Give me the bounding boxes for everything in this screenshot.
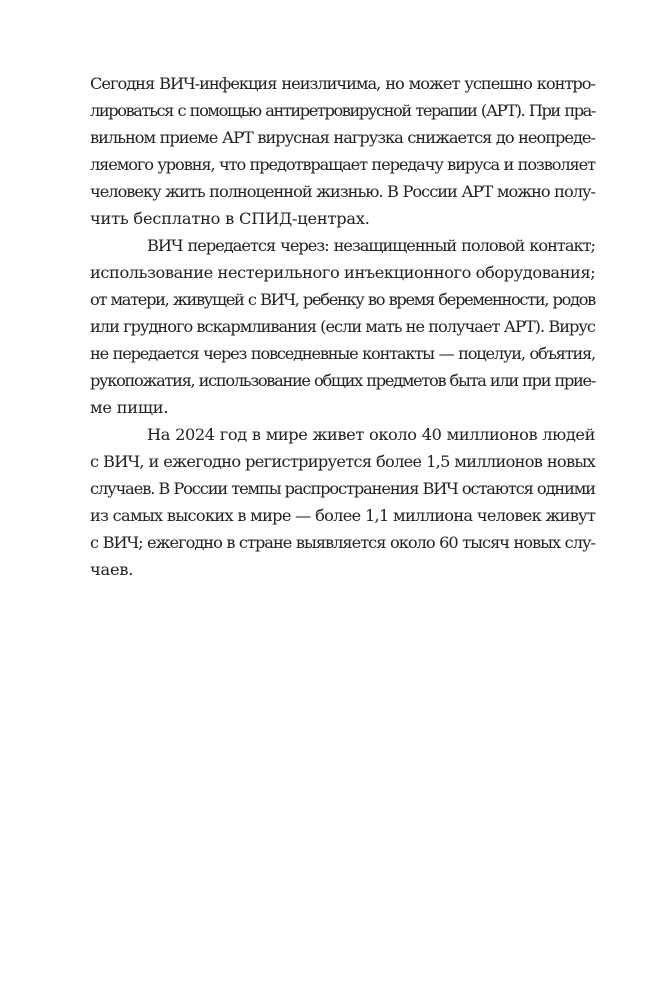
text-line: случаев. В России темпы распространения ВИЧ остаются одними — [90, 479, 595, 498]
paragraph — [90, 232, 595, 421]
text-line: с ВИЧ, и ежегодно регистрируется более 1,5 миллионов новых — [90, 452, 595, 471]
text-line: не передается через повседневные контакты — поцелуи, объятия, — [90, 344, 595, 363]
text-line: вильном приеме АРТ вирусная нагрузка снижается до неопреде- — [90, 128, 595, 147]
text-line: Сегодня ВИЧ-инфекция неизличима, но может успешно контро- — [90, 74, 595, 93]
text-line: от матери, живущей с ВИЧ, ребенку во время беременности, родов — [90, 290, 595, 309]
text-line: рукопожатия, использование общих предметов быта или при прие- — [90, 371, 595, 390]
text-line: или грудного вскармливания (если мать не получает АРТ). Вирус — [90, 317, 595, 336]
text-line: с ВИЧ; ежегодно в стране выявляется около 60 тысяч новых слу- — [90, 533, 595, 552]
text-line: ляемого уровня, что предотвращает передачу вируса и позволяет — [90, 155, 595, 174]
text-line: чаев. — [90, 560, 134, 579]
document-body — [90, 70, 595, 583]
text-line: На 2024 год в мире живет около 40 миллионов людей — [147, 425, 595, 444]
text-line: чить бесплатно в СПИД-центрах. — [90, 209, 370, 228]
paragraph — [90, 70, 595, 232]
text-line: использование нестерильного инъекционного оборудования; — [90, 263, 596, 282]
paragraph — [90, 421, 595, 583]
text-line: ВИЧ передается через: незащищенный половой контакт; — [147, 236, 595, 255]
text-line: человеку жить полноценной жизнью. В России АРТ можно полу- — [90, 182, 595, 201]
text-line: из самых высоких в мире — более 1,1 миллиона человек живут — [90, 506, 596, 525]
text-line: лироваться с помощью антиретровирусной терапии (АРТ). При пра- — [90, 101, 595, 120]
text-line: ме пищи. — [90, 398, 169, 417]
